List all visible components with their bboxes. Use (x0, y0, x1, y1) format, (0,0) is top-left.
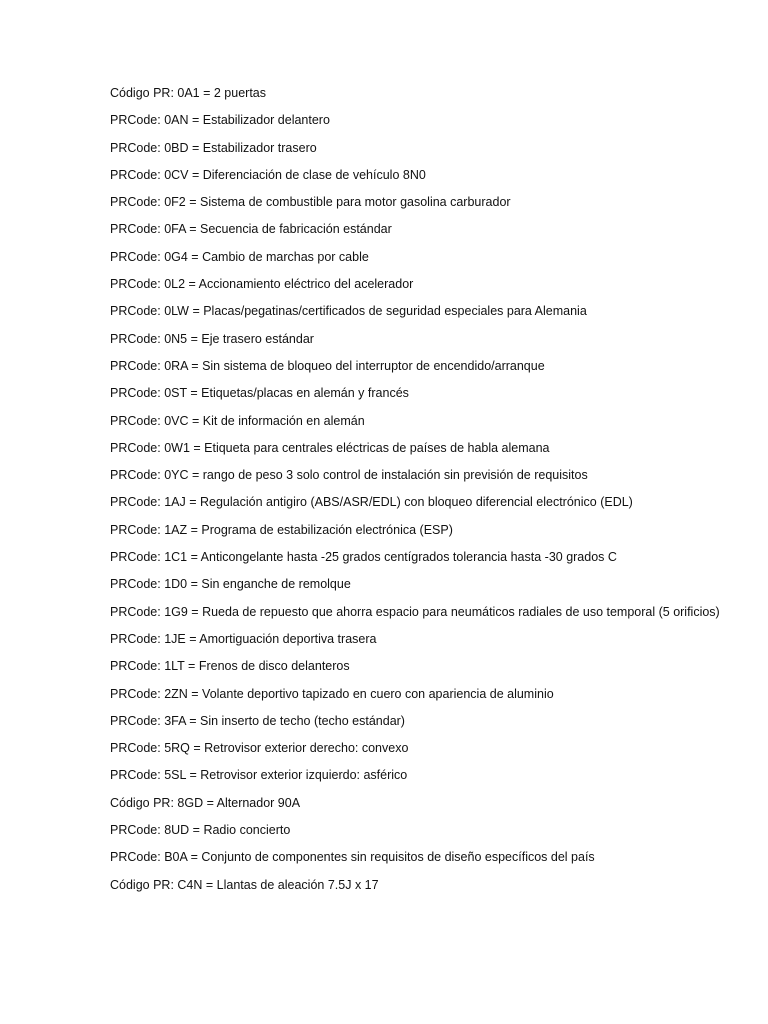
pr-code-line: PRCode: 1JE = Amortiguación deportiva trasera (110, 631, 377, 646)
pr-code-line: PRCode: 0N5 = Eje trasero estándar (110, 331, 314, 346)
pr-code-line: PRCode: 5SL = Retrovisor exterior izquierdo: asférico (110, 768, 408, 783)
pr-code-line: Código PR: 8GD = Alternador 90A (110, 795, 301, 810)
pr-code-line: PRCode: 1C1 = Anticongelante hasta -25 grados centígrados tolerancia hasta -30 grados C (110, 550, 617, 565)
pr-code-line: PRCode: 0LW = Placas/pegatinas/certificados de seguridad especiales para Alemania (110, 304, 587, 319)
pr-code-line: PRCode: 0RA = Sin sistema de bloqueo del interruptor de encendido/arranque (110, 358, 545, 373)
pr-code-line: PRCode: 2ZN = Volante deportivo tapizado en cuero con apariencia de aluminio (110, 686, 554, 701)
pr-code-line: PRCode: B0A = Conjunto de componentes sin requisitos de diseño específicos del país (110, 850, 595, 865)
pr-code-line: PRCode: 0YC = rango de peso 3 solo control de instalación sin previsión de requisitos (110, 468, 588, 483)
pr-code-line: PRCode: 1LT = Frenos de disco delanteros (110, 659, 350, 674)
pr-code-line: PRCode: 0BD = Estabilizador trasero (110, 140, 317, 155)
pr-code-line: PRCode: 1D0 = Sin enganche de remolque (110, 577, 351, 592)
pr-code-line: PRCode: 1G9 = Rueda de repuesto que ahorra espacio para neumáticos radiales de uso temporal (5 orificios) (110, 604, 720, 619)
pr-code-line: PRCode: 3FA = Sin inserto de techo (techo estándar) (110, 713, 405, 728)
pr-code-line: PRCode: 0G4 = Cambio de marchas por cable (110, 249, 369, 264)
pr-code-line: PRCode: 0F2 = Sistema de combustible para motor gasolina carburador (110, 195, 511, 210)
pr-code-line: Código PR: C4N = Llantas de aleación 7.5J x 17 (110, 877, 379, 892)
pr-code-line: PRCode: 0W1 = Etiqueta para centrales eléctricas de países de habla alemana (110, 440, 550, 455)
pr-code-line: PRCode: 1AJ = Regulación antigiro (ABS/ASR/EDL) con bloqueo diferencial electrónico (EDL) (110, 495, 633, 510)
pr-code-list (110, 84, 730, 903)
pr-code-line: PRCode: 0AN = Estabilizador delantero (110, 113, 330, 128)
pr-code-line: PRCode: 0CV = Diferenciación de clase de vehículo 8N0 (110, 167, 426, 182)
pr-code-line: PRCode: 0ST = Etiquetas/placas en alemán y francés (110, 386, 409, 401)
pr-code-line: Código PR: 0A1 = 2 puertas (110, 86, 266, 100)
pr-code-line: PRCode: 0VC = Kit de información en alemán (110, 413, 365, 428)
pr-code-line: PRCode: 8UD = Radio concierto (110, 823, 291, 838)
pr-code-line: PRCode: 0L2 = Accionamiento eléctrico del acelerador (110, 277, 414, 292)
pr-code-line: PRCode: 5RQ = Retrovisor exterior derecho: convexo (110, 741, 409, 756)
pr-code-line: PRCode: 1AZ = Programa de estabilización electrónica (ESP) (110, 522, 453, 537)
pr-code-line: PRCode: 0FA = Secuencia de fabricación estándar (110, 222, 392, 237)
